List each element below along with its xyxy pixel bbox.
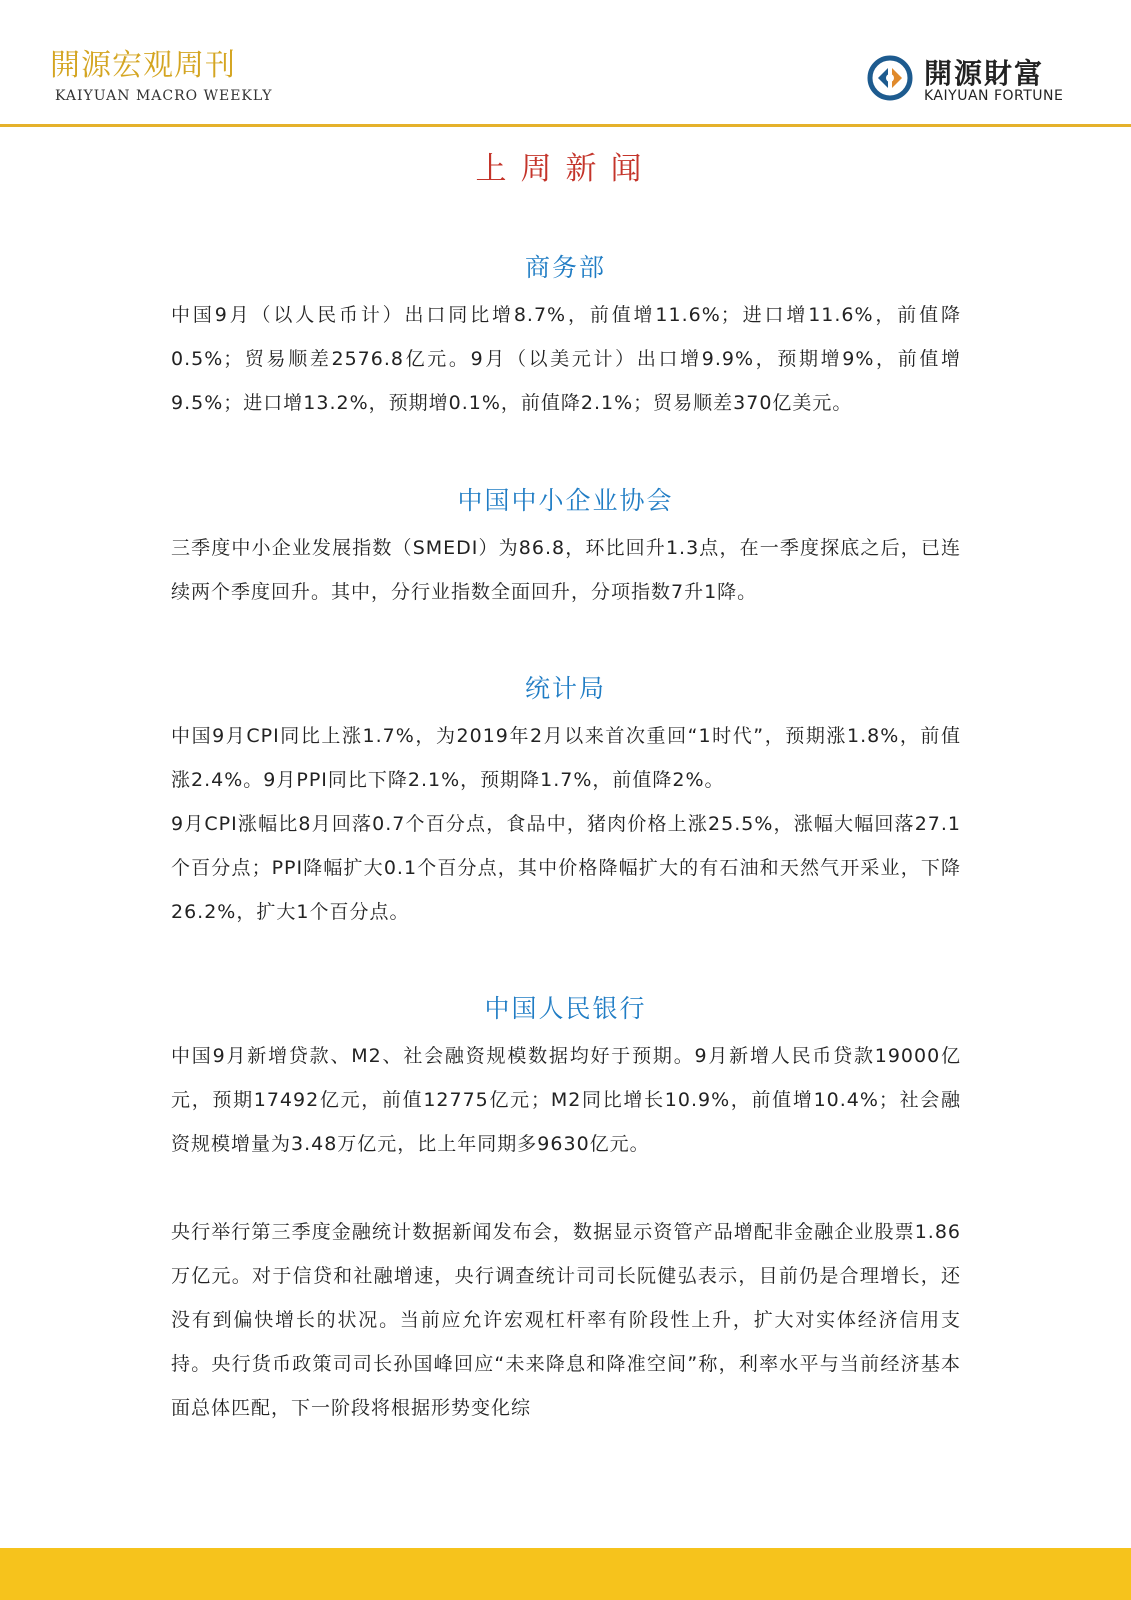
section-paragraph: 9月CPI涨幅比8月回落0.7个百分点，食品中，猪肉价格上涨25.5%，涨幅大幅回落27.1个百分点；PPI降幅扩大0.1个百分点，其中价格降幅扩大的有石油和天然气开采业，下降26.2%，扩大1个百分点。 bbox=[171, 813, 961, 923]
page-header bbox=[0, 0, 1131, 127]
logo-text-cn: 開源財富 bbox=[924, 57, 1045, 90]
section-paragraph: 央行举行第三季度金融统计数据新闻发布会，数据显示资管产品增配非金融企业股票1.86万亿元。对于信贷和社融增速，央行调查统计司司长阮健弘表示，目前仍是合理增长，还没有到偏快增长的状况。当前应允许宏观杠杆率有阶段性上升，扩大对实体经济信用支持。央行货币政策司司长孙国峰回应“未来降息和降准空间”称，利率水平与当前经济基本面总体匹配，下一阶段将根据形势变化综 bbox=[171, 1221, 961, 1419]
publication-subtitle: KAIYUAN MACRO WEEKLY bbox=[55, 88, 273, 104]
logo-text-en: KAIYUAN FORTUNE bbox=[924, 88, 1064, 104]
section-paragraph: 中国9月（以人民币计）出口同比增8.7%，前值增11.6%；进口增11.6%，前值降0.5%；贸易顺差2576.8亿元。9月（以美元计）出口增9.9%，预期增9%，前值增9.5%；进口增13.2%，预期增0.1%，前值降2.1%；贸易顺差370亿美元。 bbox=[171, 304, 961, 414]
header-divider bbox=[0, 124, 1131, 127]
footer-band bbox=[0, 1548, 1131, 1600]
section-title-sme-association: 中国中小企业协会 bbox=[457, 486, 674, 515]
company-logo bbox=[866, 52, 1081, 108]
kaiyuan-logo-icon bbox=[866, 54, 914, 102]
page-title: 上周新闻 bbox=[475, 151, 656, 187]
section-title-mofcom: 商务部 bbox=[524, 253, 606, 282]
section-paragraph: 三季度中小企业发展指数（SMEDI）为86.8，环比回升1.3点，在一季度探底之后，已连续两个季度回升。其中，分行业指数全面回升，分项指数7升1降。 bbox=[171, 537, 961, 603]
section-title-statistics-bureau: 统计局 bbox=[524, 674, 606, 703]
section-paragraph: 中国9月CPI同比上涨1.7%，为2019年2月以来首次重回“1时代”，预期涨1.8%，前值涨2.4%。9月PPI同比下降2.1%，预期降1.7%，前值降2%。 bbox=[171, 725, 961, 791]
publication-title: 開源宏观周刊 bbox=[50, 48, 236, 83]
section-paragraph: 中国9月新增贷款、M2、社会融资规模数据均好于预期。9月新增人民币贷款19000亿元，预期17492亿元，前值12775亿元；M2同比增长10.9%，前值增10.4%；社会融资规模增量为3.48万亿元，比上年同期多9630亿元。 bbox=[171, 1045, 961, 1155]
section-title-pboc: 中国人民银行 bbox=[484, 994, 647, 1023]
